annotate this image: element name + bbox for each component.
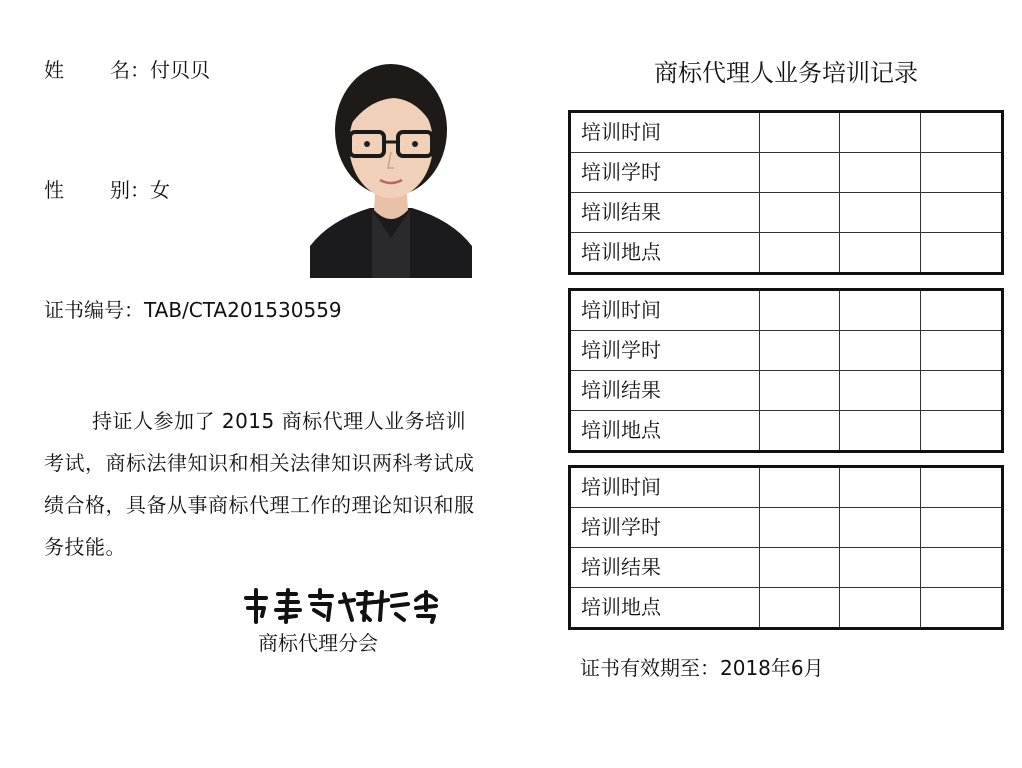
training-record-table bbox=[568, 110, 1004, 275]
record-cell[interactable] bbox=[759, 331, 840, 371]
table-row bbox=[570, 371, 1003, 411]
table-row bbox=[570, 153, 1003, 193]
holder-photo bbox=[310, 60, 472, 278]
record-cell[interactable] bbox=[759, 467, 840, 508]
record-cell[interactable] bbox=[921, 233, 1003, 274]
record-cell[interactable] bbox=[921, 331, 1003, 371]
record-cell[interactable] bbox=[840, 548, 921, 588]
record-cell[interactable] bbox=[921, 112, 1003, 153]
table-row bbox=[570, 112, 1003, 153]
table-row bbox=[570, 467, 1003, 508]
record-cell[interactable] bbox=[921, 467, 1003, 508]
record-cell[interactable] bbox=[759, 153, 840, 193]
certificate-number-field bbox=[44, 298, 342, 322]
record-cell[interactable] bbox=[840, 371, 921, 411]
expiry-value: 2018年6月 bbox=[720, 656, 824, 680]
record-cell[interactable] bbox=[840, 508, 921, 548]
certificate-number-value: TAB/CTA201530559 bbox=[144, 298, 342, 322]
row-label: 培训结果 bbox=[570, 193, 760, 233]
record-cell[interactable] bbox=[840, 588, 921, 629]
table-row bbox=[570, 588, 1003, 629]
table-row bbox=[570, 548, 1003, 588]
record-cell[interactable] bbox=[921, 411, 1003, 452]
training-record-table bbox=[568, 465, 1004, 630]
row-label: 培训时间 bbox=[570, 112, 760, 153]
row-label: 培训地点 bbox=[570, 588, 760, 629]
record-cell[interactable] bbox=[921, 588, 1003, 629]
record-cell[interactable] bbox=[759, 193, 840, 233]
gender-label-char1: 性 bbox=[44, 178, 64, 202]
record-cell[interactable] bbox=[840, 290, 921, 331]
training-record-table bbox=[568, 288, 1004, 453]
gender-label-char2: 别： bbox=[110, 178, 150, 202]
record-cell[interactable] bbox=[840, 233, 921, 274]
record-cell[interactable] bbox=[759, 290, 840, 331]
name-value: 付贝贝 bbox=[150, 58, 210, 82]
expiry-field bbox=[580, 654, 824, 682]
row-label: 培训地点 bbox=[570, 233, 760, 274]
record-cell[interactable] bbox=[921, 193, 1003, 233]
record-cell[interactable] bbox=[759, 548, 840, 588]
certificate-number-label: 证书编号： bbox=[44, 298, 144, 322]
row-label: 培训时间 bbox=[570, 290, 760, 331]
gender-field bbox=[44, 178, 170, 202]
record-cell[interactable] bbox=[759, 112, 840, 153]
certification-statement: 持证人参加了 2015 商标代理人业务培训考试，商标法律知识和相关法律知识两科考试成绩合格，具备从事商标代理工作的理论知识和服务技能。 bbox=[44, 409, 475, 559]
row-label: 培训学时 bbox=[570, 508, 760, 548]
row-label: 培训时间 bbox=[570, 467, 760, 508]
record-cell[interactable] bbox=[840, 153, 921, 193]
row-label: 培训学时 bbox=[570, 153, 760, 193]
record-cell[interactable] bbox=[921, 371, 1003, 411]
table-row bbox=[570, 233, 1003, 274]
row-label: 培训结果 bbox=[570, 371, 760, 411]
record-cell[interactable] bbox=[840, 411, 921, 452]
record-cell[interactable] bbox=[759, 371, 840, 411]
name-field bbox=[44, 58, 210, 82]
record-cell[interactable] bbox=[921, 290, 1003, 331]
gender-value: 女 bbox=[150, 178, 170, 202]
record-cell[interactable] bbox=[840, 467, 921, 508]
table-row bbox=[570, 331, 1003, 371]
table-row bbox=[570, 193, 1003, 233]
record-cell[interactable] bbox=[921, 508, 1003, 548]
record-cell[interactable] bbox=[921, 548, 1003, 588]
record-cell[interactable] bbox=[759, 588, 840, 629]
record-cell[interactable] bbox=[759, 411, 840, 452]
name-label-char1: 姓 bbox=[44, 58, 64, 82]
row-label: 培训学时 bbox=[570, 331, 760, 371]
record-cell[interactable] bbox=[840, 193, 921, 233]
expiry-label: 证书有效期至： bbox=[580, 656, 720, 680]
record-cell[interactable] bbox=[840, 331, 921, 371]
table-row bbox=[570, 290, 1003, 331]
row-label: 培训结果 bbox=[570, 548, 760, 588]
record-cell[interactable] bbox=[759, 233, 840, 274]
training-record-title: 商标代理人业务培训记录 bbox=[654, 59, 918, 87]
record-cell[interactable] bbox=[840, 112, 921, 153]
table-row bbox=[570, 508, 1003, 548]
record-cell[interactable] bbox=[759, 508, 840, 548]
name-label-char2: 名： bbox=[110, 58, 150, 82]
association-branch: 商标代理分会 bbox=[258, 631, 378, 655]
record-cell[interactable] bbox=[921, 153, 1003, 193]
table-row bbox=[570, 411, 1003, 452]
row-label: 培训地点 bbox=[570, 411, 760, 452]
association-calligraphy bbox=[240, 586, 440, 626]
